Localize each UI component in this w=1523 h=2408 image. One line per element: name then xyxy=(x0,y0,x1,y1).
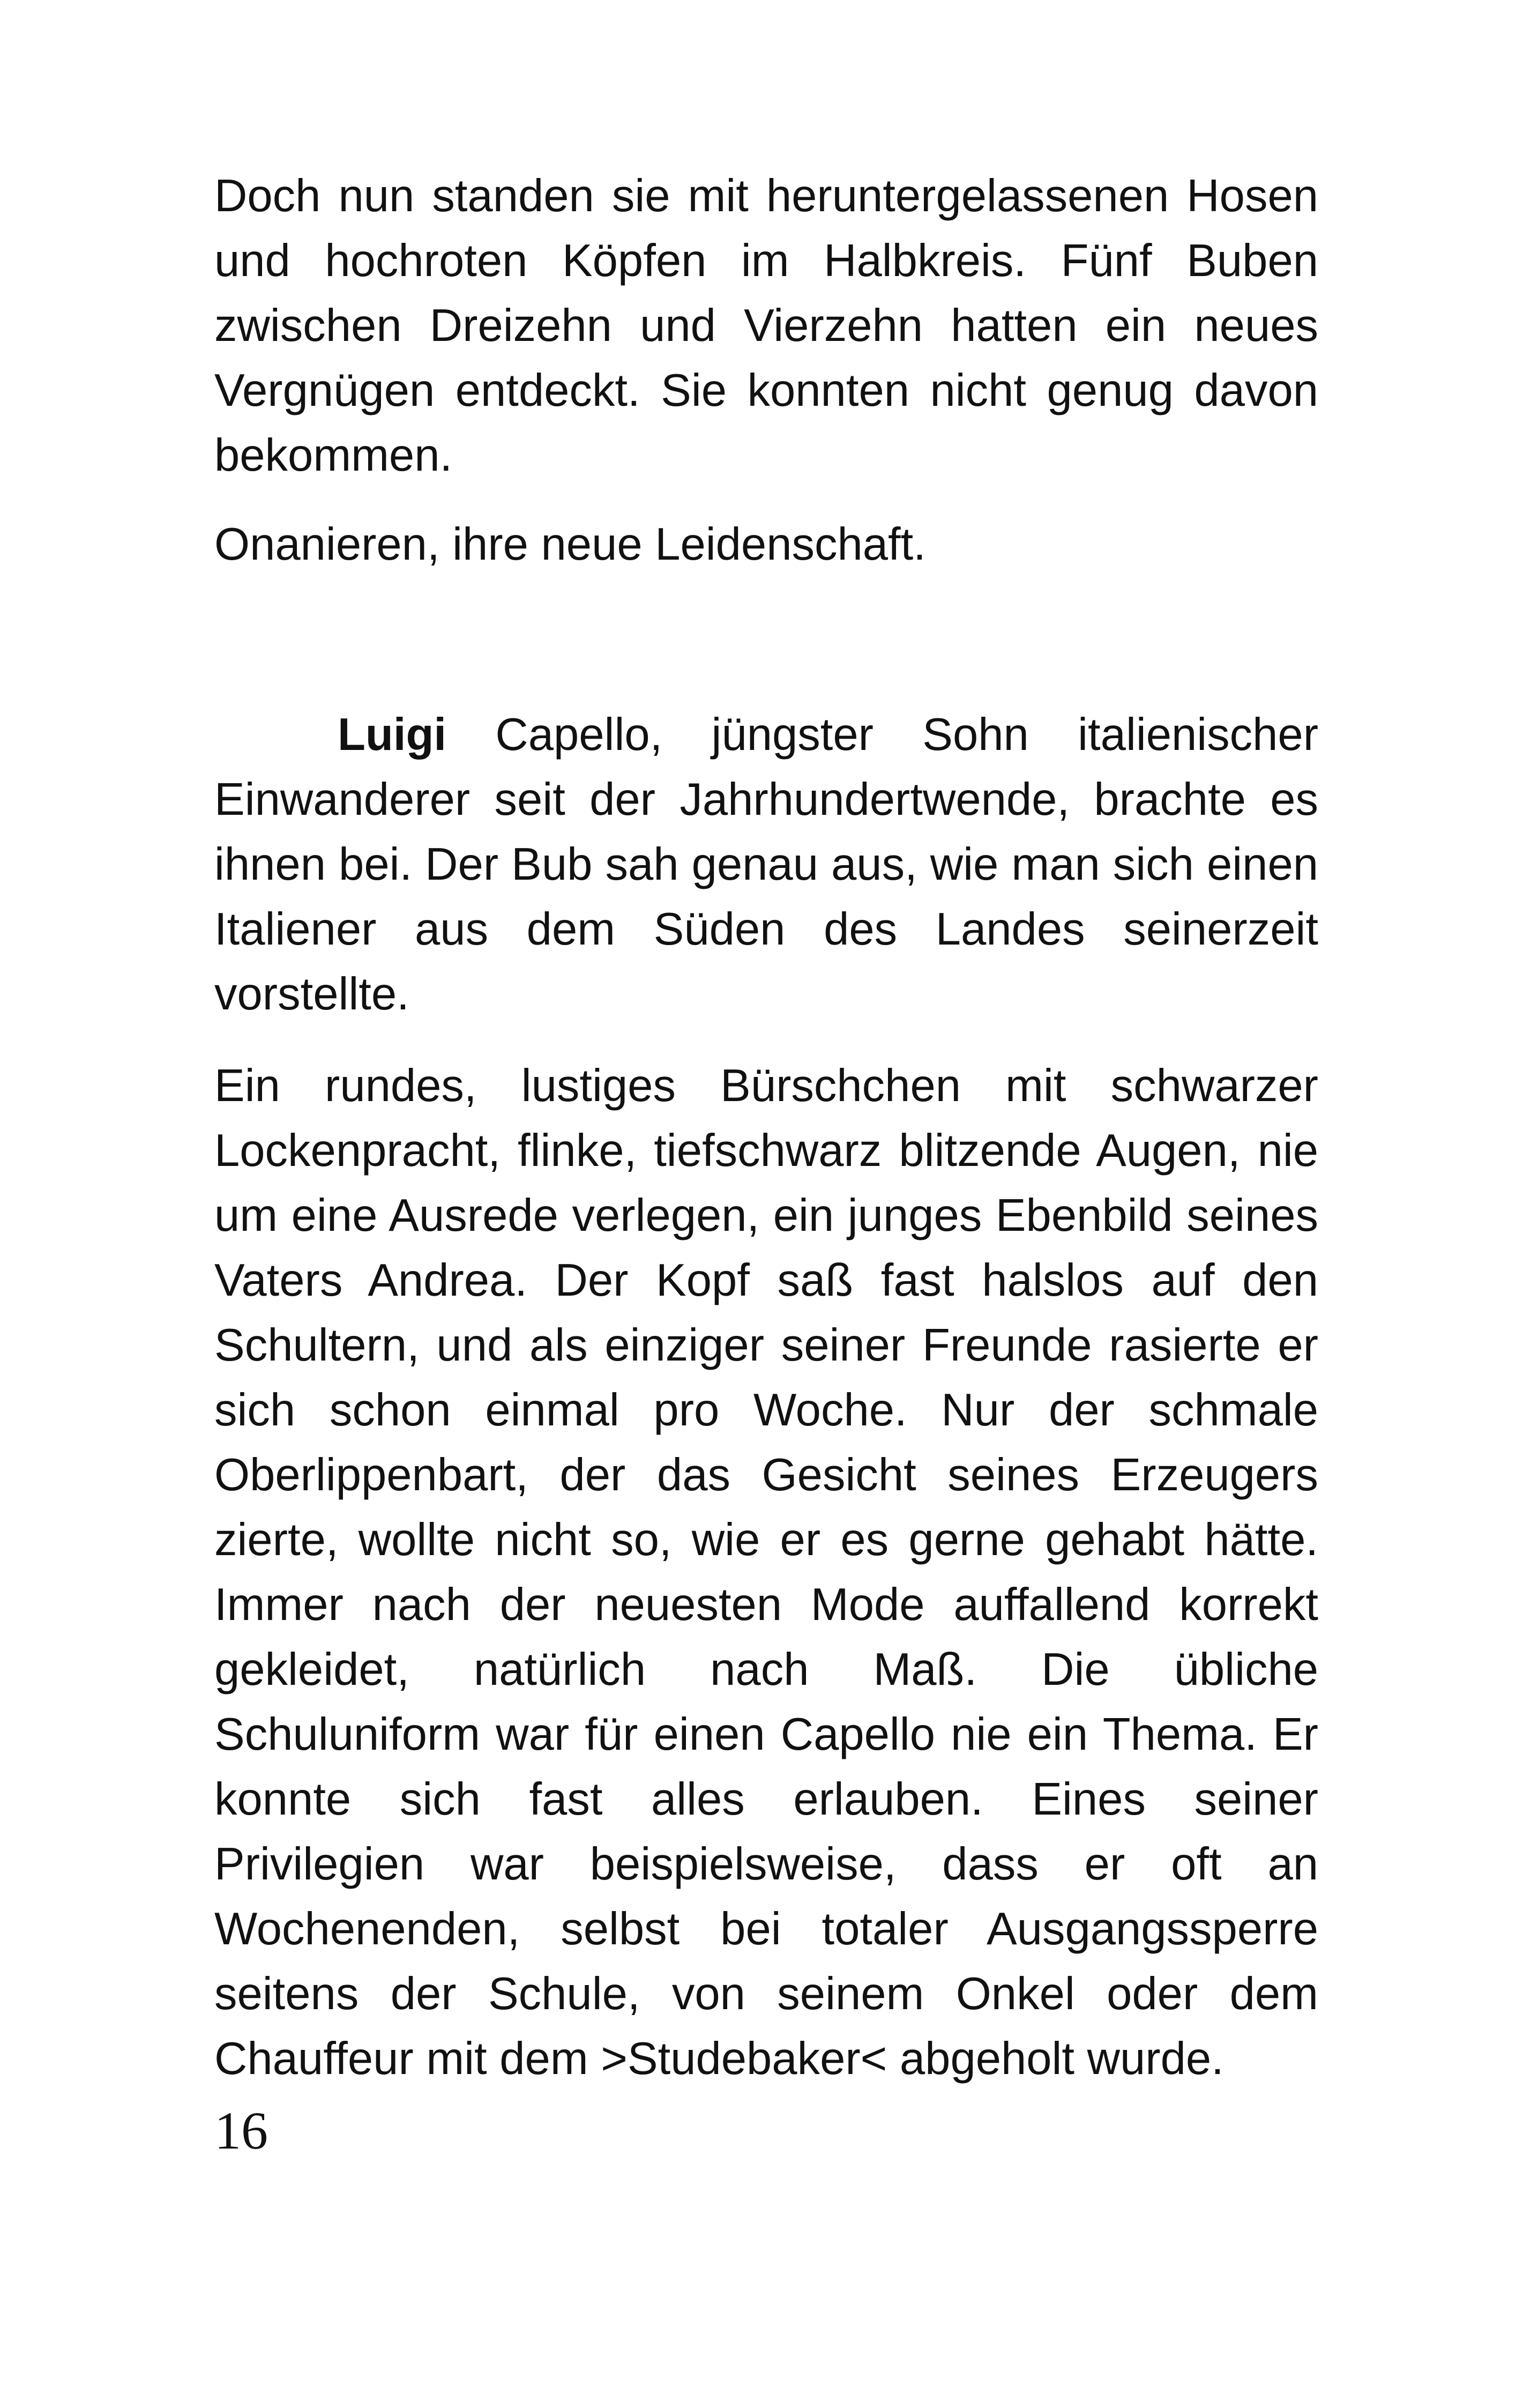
paragraph-luigi-capello xyxy=(214,702,1318,1027)
paragraph-luigi-capello-text: Capello, jüngster Sohn italienischer Einwanderer seit der Jahrhundertwende, brachte es ihnen bei. Der Bub sah genau aus, wie man sich einen Italiener aus dem Süden des Landes seinerzeit vorstellte. xyxy=(214,709,1318,1020)
page-number: 16 xyxy=(214,2101,268,2160)
emphasized-name-luigi: Luigi xyxy=(338,709,446,760)
paragraph-buerschchen: Ein rundes, lustiges Bürschchen mit schwarzer Lockenpracht, flinke, tiefschwarz blitzende Augen, nie um eine Ausrede verlegen, ein junges Ebenbild seines Vaters Andrea. Der Kopf saß fast halslos auf den Schultern, und als einziger seiner Freunde rasierte er sich schon einmal pro Woche. Nur der schmale Oberlippenbart, der das Gesicht seines Erzeugers zierte, wollte nicht so, wie er es gerne gehabt hätte. Immer nach der neuesten Mode auffallend korrekt gekleidet, natürlich nach Maß. Die übliche Schuluniform war für einen Capello nie ein Thema. Er konnte sich fast alles erlauben. Eines seiner Privilegien war beispielsweise, dass er oft an Wochenenden, selbst bei totaler Ausgangssperre seitens der Schule, von seinem Onkel oder dem Chauffeur mit dem >Studebaker< abgeholt wurde. xyxy=(214,1060,1318,2084)
paragraph-leidenschaft: Onanieren, ihre neue Leidenschaft. xyxy=(214,519,926,570)
paragraph-hosen: Doch nun standen sie mit heruntergelassenen Hosen und hochroten Köpfen im Halbkreis. Fünf Buben zwischen Dreizehn und Vierzehn hatten ein neues Vergnügen entdeckt. Sie konnten nicht genug davon bekommen. xyxy=(214,170,1318,481)
